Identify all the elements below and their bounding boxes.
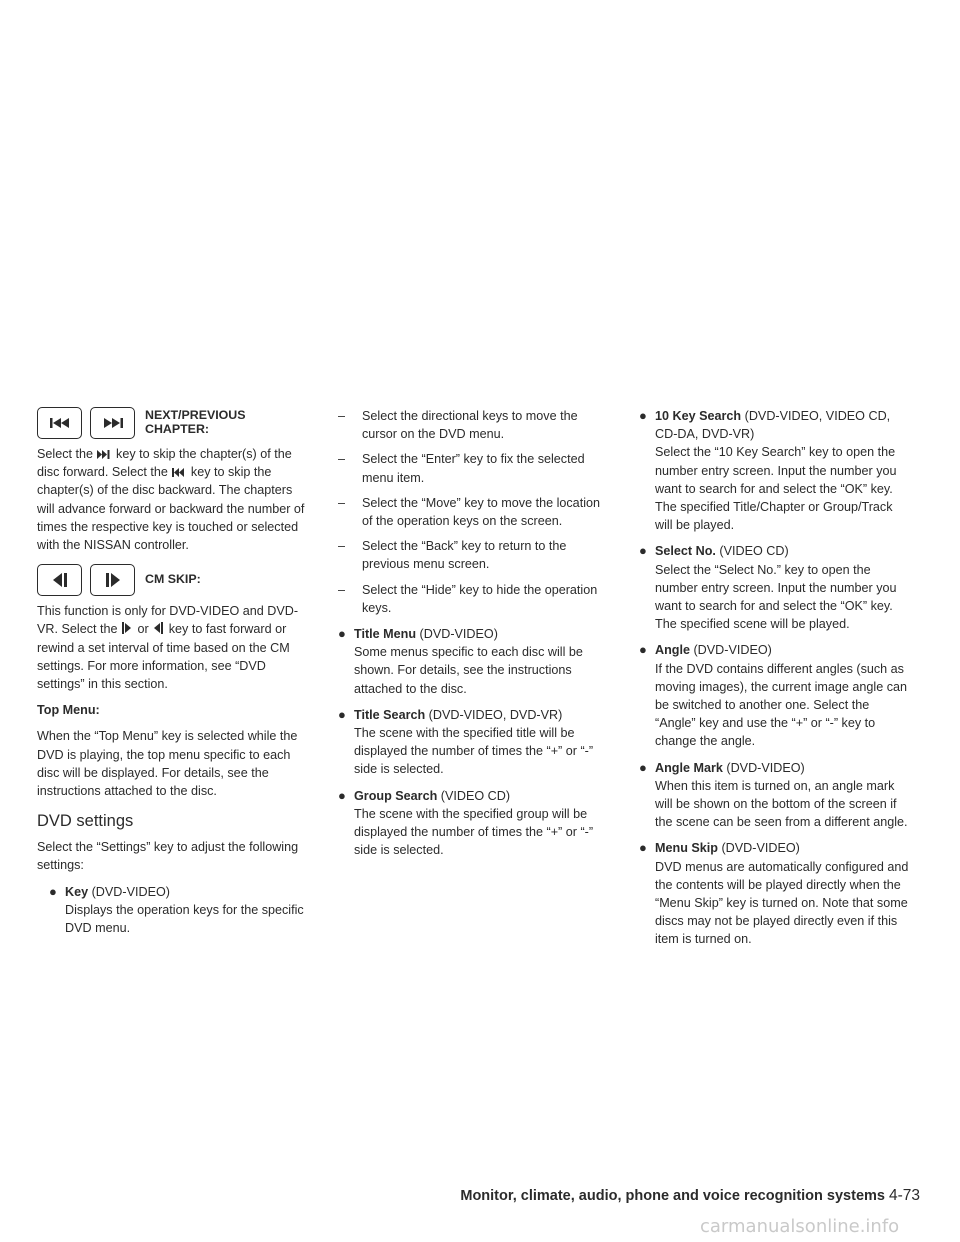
dash-item: – Select the “Move” key to move the location of the operation keys on the screen. — [338, 495, 600, 529]
bullet-icon: ● — [639, 543, 647, 559]
dvd-settings-heading: DVD settings — [37, 812, 134, 831]
bullet-icon: ● — [338, 706, 346, 722]
footer-section-title: Monitor, climate, audio, phone and voice recognition systems — [460, 1188, 885, 1204]
bullet-icon: ● — [338, 626, 346, 642]
column-2 — [338, 407, 608, 859]
next-previous-chapter-text: Select the key to skip the chapter(s) of the disc forward. Select the key to skip the chapter(s) of the disc backward. The chapters will advance forward or backward the number of times the respective key is touched or selected with the NISSAN controller. — [37, 447, 305, 553]
top-menu-text: When the “Top Menu” key is selected while the DVD is playing, the top menu specific to each disc will be displayed. For details, see the instructions attached to the disc. — [37, 729, 298, 799]
group-search-setting: ● Group Search (VIDEO CD) The scene with the specified group will be displayed the number of times the “+” or “-” side is selected. — [338, 787, 594, 858]
key-setting: ● Key (DVD-VIDEO) Displays the operation keys for the specific DVD menu. — [49, 883, 304, 936]
next-previous-chapter-title: NEXT/PREVIOUS CHAPTER: — [145, 408, 246, 436]
dash-item: – Select the “Back” key to return to the previous menu screen. — [338, 539, 567, 572]
menu-skip-setting: ● Menu Skip (DVD-VIDEO) DVD menus are automatically configured and the contents will be played directly when the “Menu Skip” key is turned on. Note that some discs may not be played directly even if this item is turned on. — [639, 840, 909, 947]
dvd-settings-intro: Select the “Settings” key to adjust the following settings: — [37, 840, 299, 873]
column-1 — [37, 407, 307, 937]
angle-setting: ● Angle (DVD-VIDEO) If the DVD contains different angles (such as moving images), the current image angle can be switched to another one. Select the “Angle” key and use the “+” or “-” key to change the angle. — [639, 642, 908, 749]
angle-mark-setting: ● Angle Mark (DVD-VIDEO) When this item is turned on, an angle mark will be shown on the bottom of the screen if the scene can be seen from a different angle. — [639, 759, 908, 830]
rewind-key — [37, 564, 82, 596]
dash-item: – Select the directional keys to move the cursor on the DVD menu. — [338, 409, 578, 442]
dash-item: – Select the “Enter” key to fix the selected menu item. — [338, 452, 585, 485]
top-menu-title: Top Menu: — [37, 703, 100, 718]
next-previous-chapter-header — [37, 407, 307, 445]
page-footer — [420, 1187, 920, 1205]
cm-skip-text: This function is only for DVD-VIDEO and DVD-VR. Select the or key to fast forward or rewind a set interval of time based on the CM settings. For more information, see “DVD settings” in this section. — [37, 604, 299, 692]
rewind-inline-icon — [153, 622, 163, 634]
dash-item: – Select the “Hide” key to hide the operation keys. — [338, 582, 598, 615]
cm-skip-title: CM SKIP: — [145, 572, 201, 587]
previous-chapter-key — [37, 407, 82, 439]
rewind-icon — [51, 572, 69, 588]
cm-skip-header — [37, 564, 307, 602]
bullet-icon: ● — [639, 408, 647, 423]
page-number: 4-73 — [888, 1187, 920, 1204]
next-chapter-inline-icon — [97, 450, 110, 459]
bullet-icon: ● — [49, 883, 57, 899]
next-chapter-key — [90, 407, 135, 439]
fast-forward-inline-icon — [122, 622, 132, 634]
bullet-icon: ● — [639, 759, 647, 775]
previous-chapter-inline-icon — [172, 468, 185, 477]
previous-chapter-icon — [49, 417, 71, 429]
bullet-icon: ● — [639, 642, 647, 658]
bullet-icon: ● — [338, 787, 346, 803]
title-search-setting: ● Title Search (DVD-VIDEO, DVD-VR) The scene with the specified title will be displayed the number of times the “+” or “-” side is selected. — [338, 706, 594, 777]
next-chapter-icon — [102, 417, 124, 429]
ten-key-search-setting: ● 10 Key Search (DVD-VIDEO, VIDEO CD, CD-DA, DVD-VR) Select the “10 Key Search” key to open the number entry screen. Input the number you want to search for and select the “OK” key. The specified Title/Chapter or Group/Track will be played. — [639, 408, 897, 533]
fast-forward-key — [90, 564, 135, 596]
fast-forward-icon — [104, 572, 122, 588]
bullet-icon: ● — [639, 840, 647, 856]
column-3 — [639, 407, 909, 949]
select-no-setting: ● Select No. (VIDEO CD) Select the “Select No.” key to open the number entry screen. Input the number you want to search for and select the “OK” key. The specified scene will be played. — [639, 543, 897, 632]
title-menu-setting: ● Title Menu (DVD-VIDEO) Some menus specific to each disc will be shown. For details, see the instructions attached to the disc. — [338, 626, 583, 696]
watermark-text: carmanualsonline.info — [700, 1216, 900, 1237]
